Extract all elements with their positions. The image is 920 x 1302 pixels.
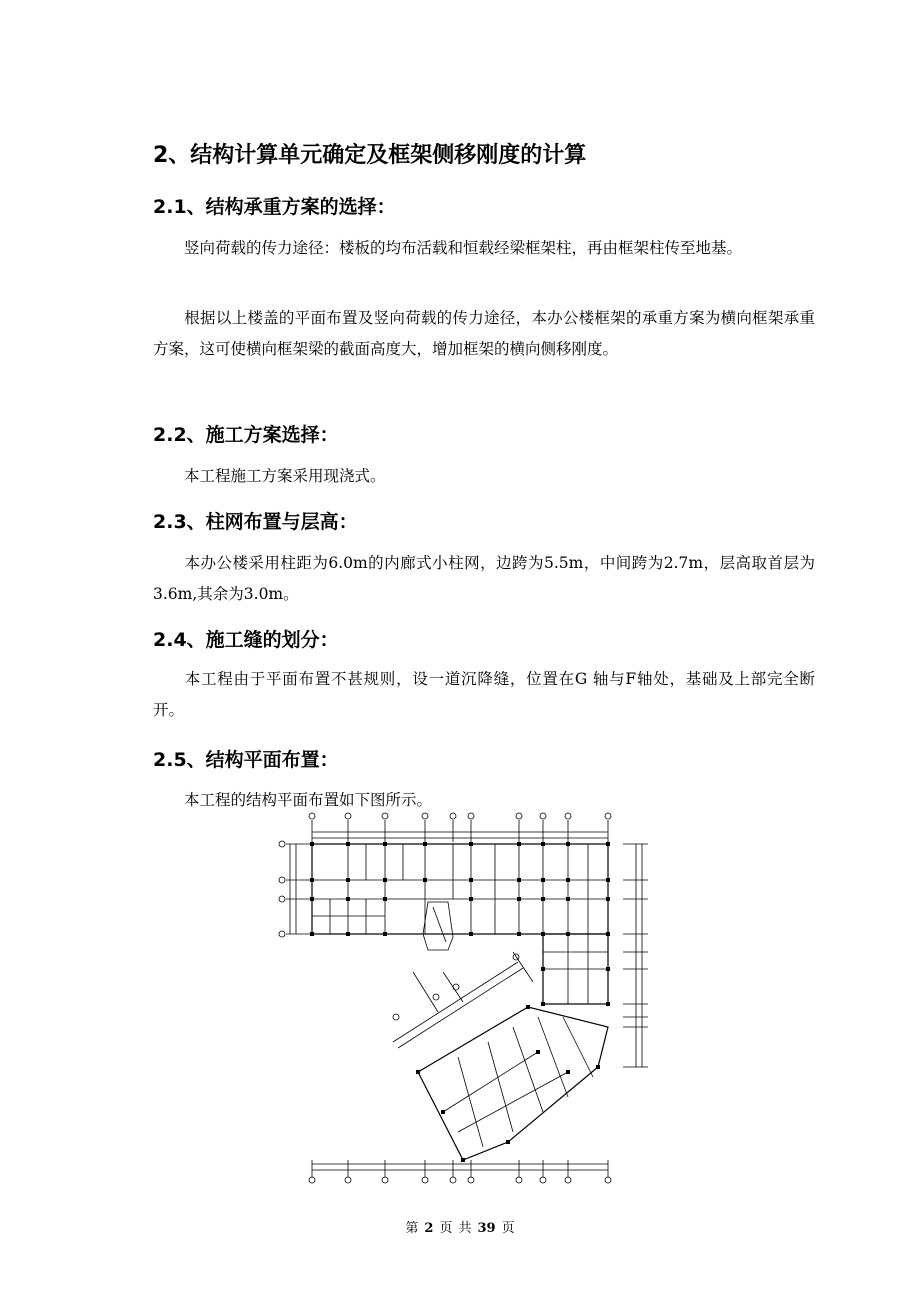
paragraph-settlement-joint: 本工程由于平面布置不甚规则，设一道沉降缝，位置在G 轴与F轴处，基础及上部完全断开。 — [153, 670, 815, 719]
footer-total-pages: 39 — [477, 1221, 496, 1236]
paragraph-column-grid: 本办公楼采用柱距为6.0m的内廊式小柱网，边跨为5.5m，中间跨为2.7m，层高取首层为3.6m,其余为3.0m。 — [153, 554, 815, 603]
section-heading-2-4: 2.4、施工缝的划分： — [153, 629, 339, 651]
footer-suffix: 页 — [501, 1221, 515, 1236]
footer-mid1: 页 — [439, 1221, 453, 1236]
footer-page-number: 2 — [424, 1221, 434, 1236]
footer-prefix: 第 — [405, 1221, 419, 1236]
paragraph-load-path: 竖向荷载的传力途径：楼板的均布活载和恒载经梁框架柱，再由框架柱传至地基。 — [184, 239, 743, 257]
paragraph-construction-scheme: 本工程施工方案采用现浇式。 — [184, 467, 386, 485]
main-heading: 2、结构计算单元确定及框架侧移刚度的计算 — [153, 143, 587, 168]
structural-plan-drawing — [278, 812, 658, 1187]
section-heading-2-5: 2.5、结构平面布置： — [153, 749, 339, 771]
paragraph-plan-intro: 本工程的结构平面布置如下图所示。 — [184, 791, 433, 809]
section-heading-2-1: 2.1、结构承重方案的选择： — [153, 196, 396, 218]
page-footer — [0, 1217, 920, 1236]
section-heading-2-2: 2.2、施工方案选择： — [153, 424, 339, 446]
section-heading-2-3: 2.3、柱网布置与层高： — [153, 511, 358, 533]
footer-mid2: 共 — [458, 1221, 472, 1236]
paragraph-bearing-scheme: 根据以上楼盖的平面布置及竖向荷载的传力途径，本办公楼框架的承重方案为横向框架承重方案，这可使横向框架梁的截面高度大，增加框架的横向侧移刚度。 — [153, 309, 815, 358]
